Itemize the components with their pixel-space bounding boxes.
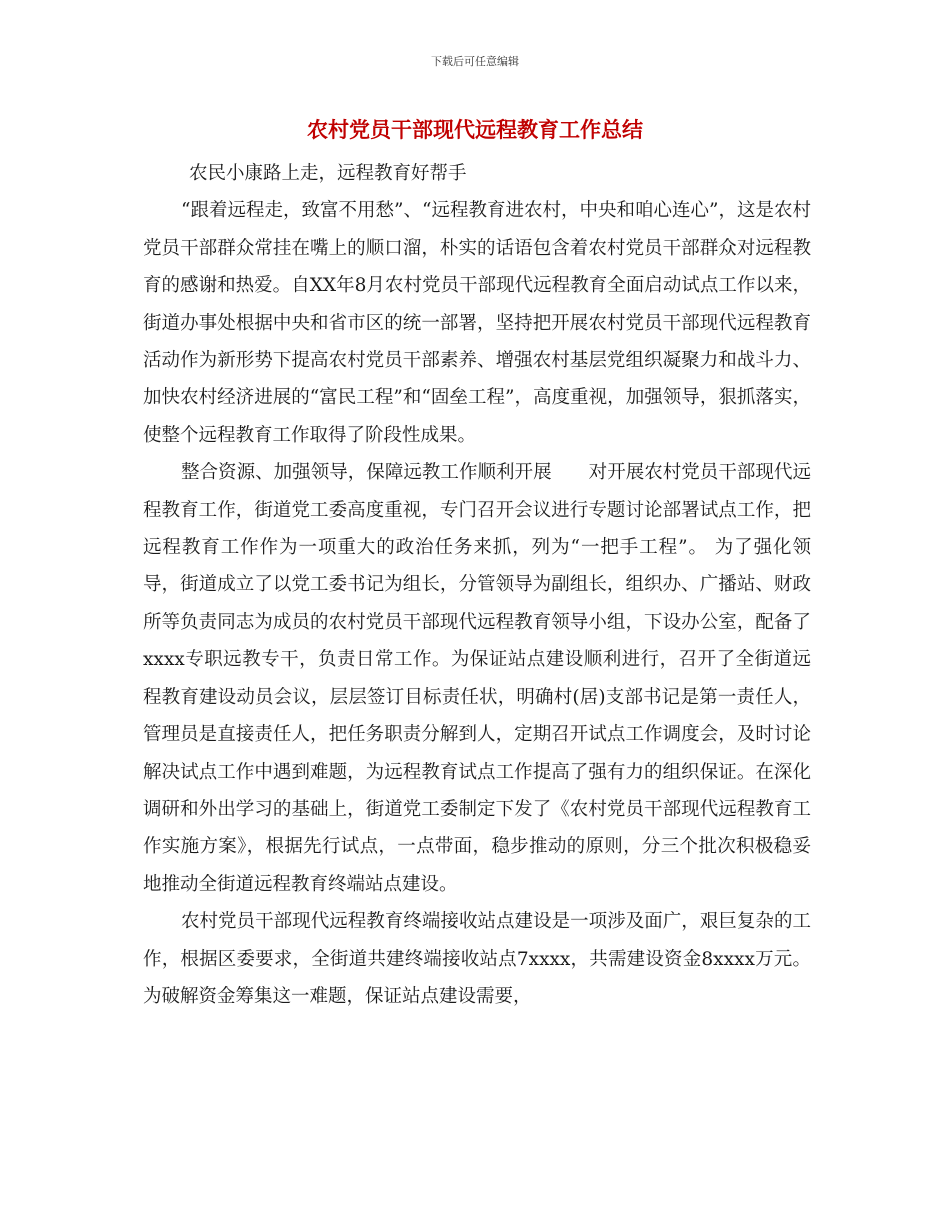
paragraph-intro: “跟着远程走，致富不用愁”、“远程教育进农村，中央和咱心连心”，这是农村党员干部群众常挂在嘴上的顺口溜，朴实的话语包含着农村党员干部群众对远程教育的感谢和热爱。自XX年8月农村党员干部现代远程教育全面启动试点工作以来，街道办事处根据中央和省市区的统一部署，坚持把开展农村党员干部现代远程教育活动作为新形势下提高农村党员干部素养、增强农村基层党组织凝聚力和战斗力、加快农村经济进展的“富民工程”和“固垒工程”，高度重视，加强领导，狠抓落实，使整个远程教育工作取得了阶段性成果。 [143, 200, 811, 446]
document-subtitle: 农民小康路上走，远程教育好帮手 [189, 163, 467, 184]
document-body [143, 155, 811, 1015]
page-header-note: 下载后可任意编辑 [431, 55, 519, 68]
paragraph-funding: 农村党员干部现代远程教育终端接收站点建设是一项涉及面广，艰巨复杂的工作，根据区委要求，全街道共建终端接收站点7xxxx，共需建设资金8xxxx万元。为破解资金筹集这一难题，保证站点建设需要， [143, 911, 811, 1007]
document-title: 农村党员干部现代远程教育工作总结 [307, 118, 643, 142]
paragraph-leadership: 整合资源、加强领导，保障远教工作顺利开展 对开展农村党员干部现代远程教育工作，街道党工委高度重视，专门召开会议进行专题讨论部署试点工作，把远程教育工作作为一项重大的政治任务来抓，列为“一把手工程”。 为了强化领导，街道成立了以党工委书记为组长，分管领导为副组长，组织办、广播站、财政所等负责同志为成员的农村党员干部现代远程教育领导小组，下设办公室，配备了xxxx专职远教专干，负责日常工作。为保证站点建设顺利进行，召开了全街道远程教育建设动员会议，层层签订目标责任状，明确村(居)支部书记是第一责任人，管理员是直接责任人，把任务职责分解到人，定期召开试点工作调度会，及时讨论解决试点工作中遇到难题，为远程教育试点工作提高了强有力的组织保证。在深化调研和外出学习的基础上，街道党工委制定下发了《农村党员干部现代远程教育工作实施方案》，根据先行试点，一点带面，稳步推动的原则，分三个批次积极稳妥地推动全街道远程教育终端站点建设。 [143, 462, 811, 895]
